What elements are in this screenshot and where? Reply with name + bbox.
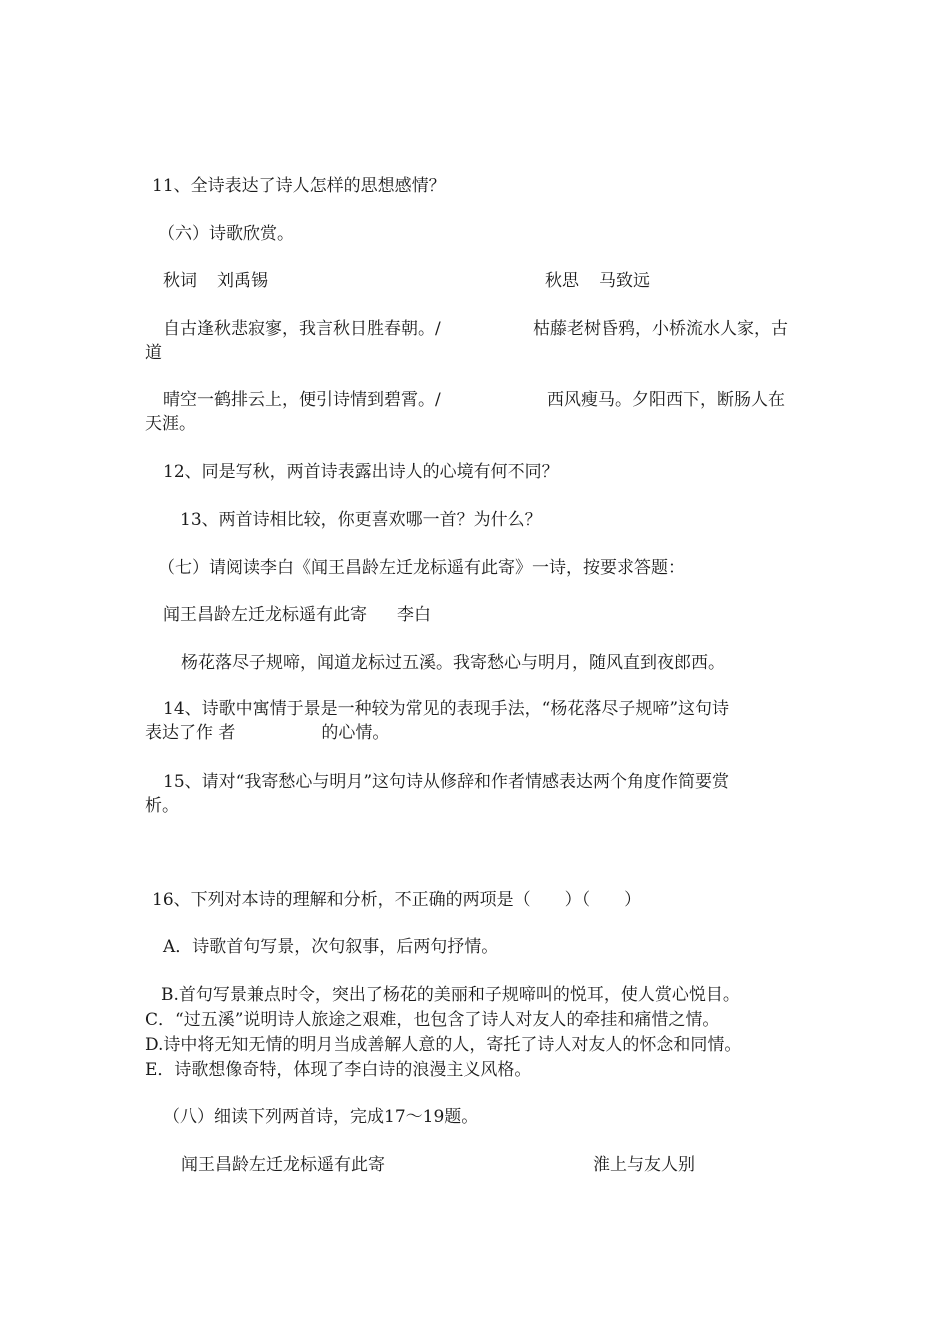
- poem-left-line-1: 自古逢秋悲寂寥，我言秋日胜春朝。/: [163, 319, 441, 339]
- option-e: E．诗歌想像奇特，体现了李白诗的浪漫主义风格。: [145, 1060, 532, 1080]
- question-14-line-1: 14、诗歌中寓情于景是一种较为常见的表现手法，“杨花落尽子规啼”这句诗: [163, 699, 730, 719]
- poem-right-title: [545, 269, 650, 293]
- poem-7-text: 杨花落尽子规啼，闻道龙标过五溪。我寄愁心与明月，随风直到夜郎西。: [181, 653, 725, 673]
- section-8-left-title: 闻王昌龄左迁龙标遥有此寄: [181, 1155, 385, 1175]
- poem-right-line-2a: 西风瘦马。夕阳西下，断肠人在: [547, 390, 785, 410]
- section-8-heading: （八）细读下列两首诗，完成17～19题。: [163, 1107, 479, 1127]
- poem-7-title: [163, 603, 431, 627]
- question-14-tail: 的心情。: [321, 723, 390, 743]
- section-8-right-title: 淮上与友人别: [593, 1155, 695, 1175]
- option-d: D.诗中将无知无情的明月当成善解人意的人，寄托了诗人对友人的怀念和同情。: [145, 1035, 742, 1055]
- question-15-line-2: 析。: [145, 796, 179, 816]
- question-11: 11、全诗表达了诗人怎样的思想感情？: [152, 176, 446, 196]
- question-14-line-2: [145, 721, 389, 745]
- section-6-heading: （六）诗歌欣赏。: [158, 224, 294, 244]
- poem-right-author: 马致远: [599, 271, 650, 291]
- poem-left-author: 刘禹锡: [217, 271, 268, 291]
- poem-left-title: [163, 269, 268, 293]
- poem-right-line-2b: 天涯。: [145, 414, 196, 434]
- question-15-line-1: 15、请对“我寄愁心与明月”这句诗从修辞和作者情感表达两个角度作简要赏: [163, 772, 730, 792]
- section-7-heading: （七）请阅读李白《闻王昌龄左迁龙标遥有此寄》一诗，按要求答题：: [158, 558, 685, 578]
- question-13: 13、两首诗相比较，你更喜欢哪一首？为什么？: [180, 510, 542, 530]
- poem-right-line-1a: 枯藤老树昏鸦，小桥流水人家，古: [533, 319, 788, 339]
- option-b: B.首句写景兼点时令，突出了杨花的美丽和子规啼叫的悦耳，使人赏心悦目。: [161, 985, 740, 1005]
- poem-right-line-1b: 道: [145, 343, 162, 363]
- poem-left-name: 秋词: [163, 271, 197, 291]
- poem-right-name: 秋思: [545, 271, 579, 291]
- question-12: 12、同是写秋，两首诗表露出诗人的心境有何不同？: [163, 462, 559, 482]
- option-a: A．诗歌首句写景，次句叙事，后两句抒情。: [163, 937, 499, 957]
- poem-7-author: 李白: [397, 605, 431, 625]
- poem-left-line-2: 晴空一鹤排云上，便引诗情到碧霄。/: [163, 390, 441, 410]
- question-14-lead: 表达了作 者: [145, 723, 236, 743]
- question-16: 16、下列对本诗的理解和分析，不正确的两项是（ ）（ ）: [152, 890, 642, 910]
- poem-7-name: 闻王昌龄左迁龙标遥有此寄: [163, 605, 367, 625]
- option-c: C．“过五溪”说明诗人旅途之艰难，也包含了诗人对友人的牵挂和痛惜之情。: [145, 1010, 720, 1030]
